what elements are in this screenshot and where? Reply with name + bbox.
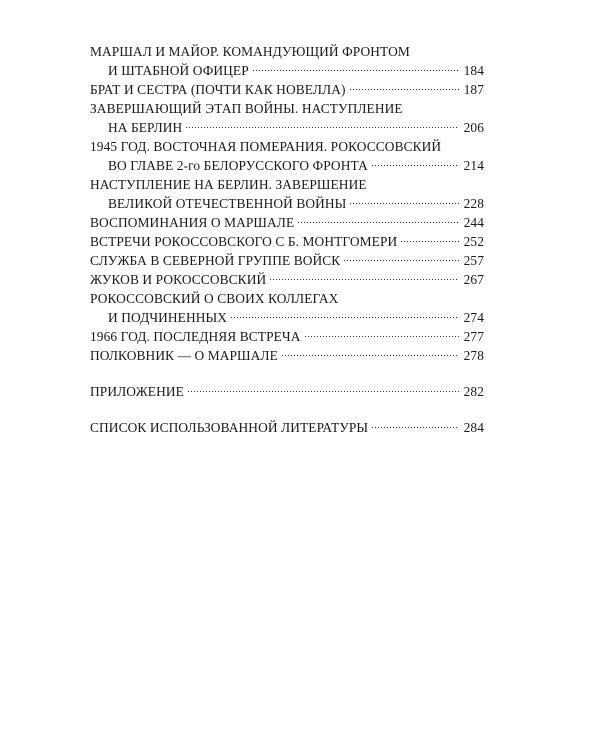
- toc-entry[interactable]: [90, 289, 484, 327]
- toc-entry-leader: [90, 80, 484, 99]
- toc-entry-title: БРАТ И СЕСТРА (ПОЧТИ КАК НОВЕЛЛА): [90, 82, 346, 97]
- toc-entry-title: СПИСОК ИСПОЛЬЗОВАННОЙ ЛИТЕРАТУРЫ: [90, 420, 369, 435]
- toc-entry-title-continued: ВЕЛИКОЙ ОТЕЧЕСТВЕННОЙ ВОЙНЫ: [108, 196, 347, 211]
- dot-leader: [297, 218, 459, 224]
- toc-entry-leader: [90, 382, 484, 401]
- dot-leader: [349, 85, 459, 91]
- toc-entry[interactable]: [90, 418, 484, 437]
- toc-entry-title: ПОЛКОВНИК — О МАРШАЛЕ: [90, 348, 278, 363]
- toc-entry-title: МАРШАЛ И МАЙОР. КОМАНДУЮЩИЙ ФРОНТОМ: [90, 44, 410, 59]
- toc-page-number: 284: [463, 420, 484, 435]
- toc-entry-leader: [90, 213, 484, 232]
- dot-leader: [230, 313, 459, 319]
- toc-page-number: 206: [463, 120, 484, 135]
- toc-entry-leader: [90, 346, 484, 365]
- toc-page-number: 282: [463, 384, 484, 399]
- toc-entry-leader: [90, 270, 484, 289]
- toc-entry-title: 1966 ГОД. ПОСЛЕДНЯЯ ВСТРЕЧА: [90, 329, 301, 344]
- toc-entry-leader: [90, 327, 484, 346]
- toc-page-number: 187: [463, 82, 484, 97]
- toc-entry[interactable]: [90, 270, 484, 289]
- toc-entry-leader: [90, 61, 484, 80]
- toc-entry-title: СЛУЖБА В СЕВЕРНОЙ ГРУППЕ ВОЙСК: [90, 253, 341, 268]
- toc-page-number: 274: [463, 310, 484, 325]
- toc-entry[interactable]: [90, 175, 484, 213]
- toc-entry-title-continued: И ПОДЧИНЕННЫХ: [108, 310, 228, 325]
- toc-page-number: 244: [463, 215, 484, 230]
- dot-leader: [281, 351, 459, 357]
- toc-entry[interactable]: [90, 251, 484, 270]
- toc-page-number: 228: [463, 196, 484, 211]
- toc-entry-leader: [90, 232, 484, 251]
- toc-entry-leader: [90, 251, 484, 270]
- toc-entry-leader: [90, 308, 484, 327]
- toc-entry-title: РОКОССОВСКИЙ О СВОИХ КОЛЛЕГАХ: [90, 291, 339, 306]
- toc-page-number: 278: [463, 348, 484, 363]
- dot-leader: [187, 387, 459, 393]
- dot-leader: [371, 423, 459, 429]
- toc-entry-title: ЖУКОВ И РОКОССОВСКИЙ: [90, 272, 267, 287]
- toc-entry[interactable]: [90, 80, 484, 99]
- toc-entry-title: ВСТРЕЧИ РОКОССОВСКОГО С Б. МОНТГОМЕРИ: [90, 234, 398, 249]
- dot-leader: [252, 66, 459, 72]
- toc-entry-title: ВОСПОМИНАНИЯ О МАРШАЛЕ: [90, 215, 295, 230]
- toc-entry-leader: [90, 194, 484, 213]
- toc-entry-title: НАСТУПЛЕНИЕ НА БЕРЛИН. ЗАВЕРШЕНИЕ: [90, 177, 367, 192]
- dot-leader: [371, 161, 459, 167]
- toc-entry-leader: [90, 418, 484, 437]
- dot-leader: [343, 256, 459, 262]
- toc-entry-title-continued: НА БЕРЛИН: [108, 120, 183, 135]
- toc-page-number: 214: [463, 158, 484, 173]
- dot-leader: [400, 237, 459, 243]
- dot-leader: [304, 332, 460, 338]
- dot-leader: [349, 199, 459, 205]
- toc-entry[interactable]: [90, 327, 484, 346]
- toc-page-number: 184: [463, 63, 484, 78]
- toc-entry-title-continued: ВО ГЛАВЕ 2-го БЕЛОРУССКОГО ФРОНТА: [108, 158, 368, 173]
- toc-entry-title: 1945 ГОД. ВОСТОЧНАЯ ПОМЕРАНИЯ. РОКОССОВСКИЙ: [90, 139, 442, 154]
- toc-entry-title: ПРИЛОЖЕНИЕ: [90, 384, 184, 399]
- dot-leader: [185, 123, 459, 129]
- table-of-contents: [90, 42, 484, 437]
- toc-entry-leader: [90, 118, 484, 137]
- toc-page-number: 267: [463, 272, 484, 287]
- toc-entry-leader: [90, 156, 484, 175]
- dot-leader: [269, 275, 459, 281]
- toc-entry[interactable]: [90, 42, 484, 80]
- toc-entry[interactable]: [90, 213, 484, 232]
- toc-entry[interactable]: [90, 382, 484, 401]
- toc-entry[interactable]: [90, 346, 484, 365]
- toc-page-number: 257: [463, 253, 484, 268]
- toc-page-number: 252: [463, 234, 484, 249]
- toc-entry[interactable]: [90, 99, 484, 137]
- toc-entry[interactable]: [90, 137, 484, 175]
- toc-entry-title-continued: И ШТАБНОЙ ОФИЦЕР: [108, 63, 249, 78]
- toc-page-number: 277: [463, 329, 484, 344]
- toc-entry[interactable]: [90, 232, 484, 251]
- toc-entry-title: ЗАВЕРШАЮЩИЙ ЭТАП ВОЙНЫ. НАСТУПЛЕНИЕ: [90, 101, 403, 116]
